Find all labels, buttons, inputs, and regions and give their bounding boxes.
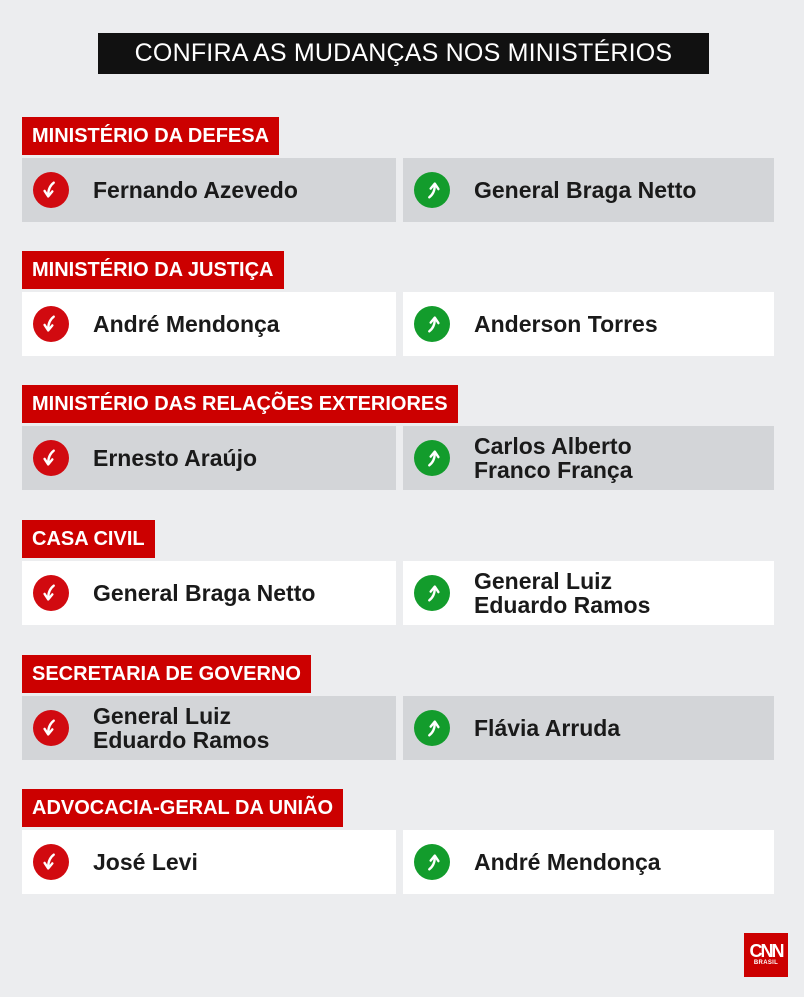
up-arrow-glyph — [421, 179, 443, 201]
ministry-label: MINISTÉRIO DA JUSTIÇA — [22, 251, 284, 289]
outgoing-minister-card — [22, 292, 396, 356]
ministry-section — [22, 251, 774, 359]
page-title: CONFIRA AS MUDANÇAS NOS MINISTÉRIOS — [98, 33, 709, 74]
ministry-section — [22, 789, 774, 897]
red-down-arrow-icon — [33, 575, 69, 611]
red-down-arrow-icon — [33, 440, 69, 476]
incoming-minister-name: Anderson Torres — [474, 311, 658, 337]
green-up-arrow-icon — [414, 844, 450, 880]
incoming-minister-name: Flávia Arruda — [474, 715, 621, 741]
incoming-minister-card — [403, 426, 774, 490]
red-down-arrow-icon — [33, 306, 69, 342]
outgoing-minister-card — [22, 158, 396, 222]
red-down-arrow-icon — [33, 844, 69, 880]
outgoing-minister-name: General Braga Netto — [93, 580, 316, 606]
down-arrow-glyph — [40, 313, 62, 335]
logo-main-text: CNN — [749, 941, 783, 961]
outgoing-minister-card — [22, 561, 396, 625]
outgoing-minister-name: Ernesto Araújo — [93, 445, 258, 471]
ministry-label: MINISTÉRIO DA DEFESA — [22, 117, 279, 155]
down-arrow-glyph — [40, 582, 62, 604]
up-arrow-glyph — [421, 447, 443, 469]
red-down-arrow-icon — [33, 710, 69, 746]
green-up-arrow-icon — [414, 710, 450, 746]
up-arrow-glyph — [421, 717, 443, 739]
incoming-minister-card — [403, 561, 774, 625]
up-arrow-glyph — [421, 582, 443, 604]
incoming-minister-name: André Mendonça — [474, 849, 661, 875]
ministry-label: CASA CIVIL — [22, 520, 155, 558]
outgoing-minister-name: Fernando Azevedo — [93, 177, 298, 203]
ministry-label: ADVOCACIA-GERAL DA UNIÃO — [22, 789, 343, 827]
green-up-arrow-icon — [414, 172, 450, 208]
ministry-section — [22, 520, 774, 628]
cnn-brasil-logo — [744, 933, 788, 977]
incoming-minister-card — [403, 158, 774, 222]
outgoing-minister-card — [22, 426, 396, 490]
green-up-arrow-icon — [414, 306, 450, 342]
outgoing-minister-name: José Levi — [93, 849, 198, 875]
down-arrow-glyph — [40, 179, 62, 201]
incoming-minister-card — [403, 292, 774, 356]
outgoing-minister-name: General Luiz Eduardo Ramos — [93, 703, 270, 753]
ministry-section — [22, 117, 774, 225]
incoming-minister-name: General Braga Netto — [474, 177, 697, 203]
outgoing-minister-name: André Mendonça — [93, 311, 280, 337]
green-up-arrow-icon — [414, 575, 450, 611]
incoming-minister-card — [403, 696, 774, 760]
down-arrow-glyph — [40, 851, 62, 873]
outgoing-minister-card — [22, 830, 396, 894]
red-down-arrow-icon — [33, 172, 69, 208]
ministry-label: MINISTÉRIO DAS RELAÇÕES EXTERIORES — [22, 385, 458, 423]
down-arrow-glyph — [40, 717, 62, 739]
up-arrow-glyph — [421, 851, 443, 873]
up-arrow-glyph — [421, 313, 443, 335]
ministry-section — [22, 655, 774, 763]
incoming-minister-card — [403, 830, 774, 894]
green-up-arrow-icon — [414, 440, 450, 476]
incoming-minister-name: General Luiz Eduardo Ramos — [474, 568, 651, 618]
incoming-minister-name: Carlos Alberto Franco França — [474, 433, 633, 483]
logo-sub-text: BRASIL — [753, 960, 779, 966]
ministry-section — [22, 385, 774, 493]
outgoing-minister-card — [22, 696, 396, 760]
down-arrow-glyph — [40, 447, 62, 469]
ministry-label: SECRETARIA DE GOVERNO — [22, 655, 311, 693]
